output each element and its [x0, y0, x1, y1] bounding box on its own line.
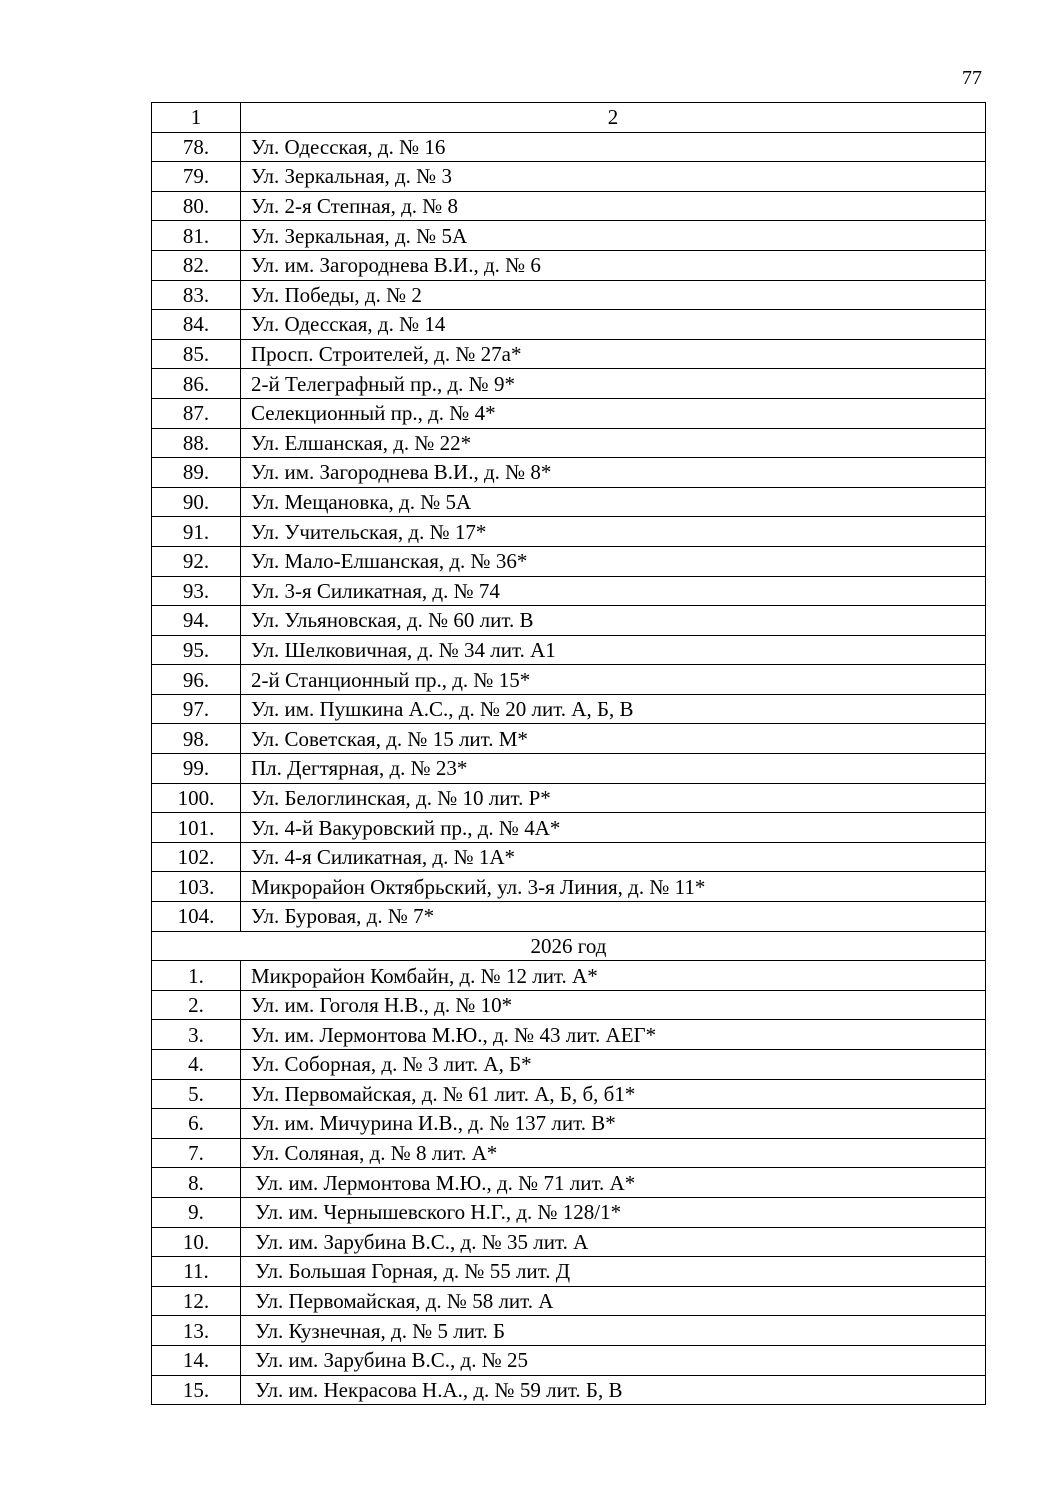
- row-address: Микрорайон Комбайн, д. № 12 лит. А*: [241, 961, 986, 991]
- row-number: 97.: [152, 694, 241, 724]
- table-header-row: [152, 103, 986, 133]
- table-row: [152, 1079, 986, 1109]
- row-address: Ул. 2-я Степная, д. № 8: [241, 191, 986, 221]
- row-number: 94.: [152, 606, 241, 636]
- row-number: 101.: [152, 813, 241, 843]
- header-cell-number: 1: [152, 103, 241, 133]
- row-number: 93.: [152, 576, 241, 606]
- row-address: Ул. Учительская, д. № 17*: [241, 517, 986, 547]
- table-row: [152, 990, 986, 1020]
- row-number: 84.: [152, 310, 241, 340]
- row-address: Ул. 3-я Силикатная, д. № 74: [241, 576, 986, 606]
- table-row: [152, 221, 986, 251]
- row-number: 9.: [152, 1197, 241, 1227]
- header-cell-address: 2: [241, 103, 986, 133]
- row-number: 90.: [152, 487, 241, 517]
- row-number: 91.: [152, 517, 241, 547]
- row-address: Ул. им. Пушкина А.С., д. № 20 лит. А, Б, В: [241, 694, 986, 724]
- row-address: Ул. 4-й Вакуровский пр., д. № 4А*: [241, 813, 986, 843]
- row-number: 4.: [152, 1050, 241, 1080]
- row-address: Ул. Мещановка, д. № 5А: [241, 487, 986, 517]
- table-row: [152, 1345, 986, 1375]
- row-address: Ул. Буровая, д. № 7*: [241, 902, 986, 932]
- row-address: Ул. Первомайская, д. № 58 лит. А: [241, 1286, 986, 1316]
- table-row: [152, 191, 986, 221]
- row-number: 7.: [152, 1138, 241, 1168]
- row-address: Ул. Соборная, д. № 3 лит. А, Б*: [241, 1050, 986, 1080]
- row-number: 80.: [152, 191, 241, 221]
- row-number: 98.: [152, 724, 241, 754]
- table-row: [152, 783, 986, 813]
- table-row: [152, 487, 986, 517]
- row-address: Ул. Ульяновская, д. № 60 лит. В: [241, 606, 986, 636]
- table-row: [152, 902, 986, 932]
- table-row: [152, 1050, 986, 1080]
- row-address: Ул. Кузнечная, д. № 5 лит. Б: [241, 1316, 986, 1346]
- table-row: [152, 1020, 986, 1050]
- row-number: 104.: [152, 902, 241, 932]
- row-address: Ул. им. Некрасова Н.А., д. № 59 лит. Б, В: [241, 1375, 986, 1405]
- table-row: [152, 694, 986, 724]
- row-address: Ул. Белоглинская, д. № 10 лит. Р*: [241, 783, 986, 813]
- table-row: [152, 813, 986, 843]
- row-address: Ул. им. Загороднева В.И., д. № 8*: [241, 458, 986, 488]
- row-number: 99.: [152, 754, 241, 784]
- table-row: [152, 1168, 986, 1198]
- row-address: Ул. Большая Горная, д. № 55 лит. Д: [241, 1257, 986, 1287]
- table-row: [152, 961, 986, 991]
- row-number: 88.: [152, 428, 241, 458]
- table-row: [152, 1286, 986, 1316]
- row-address: Ул. Зеркальная, д. № 5А: [241, 221, 986, 251]
- row-address: Ул. им. Лермонтова М.Ю., д. № 43 лит. АЕГ*: [241, 1020, 986, 1050]
- row-address: 2-й Телеграфный пр., д. № 9*: [241, 369, 986, 399]
- row-address: Ул. Советская, д. № 15 лит. М*: [241, 724, 986, 754]
- table-row: [152, 606, 986, 636]
- row-number: 82.: [152, 250, 241, 280]
- row-number: 5.: [152, 1079, 241, 1109]
- row-address: Ул. им. Лермонтова М.Ю., д. № 71 лит. А*: [241, 1168, 986, 1198]
- address-table: [151, 102, 986, 1405]
- row-number: 11.: [152, 1257, 241, 1287]
- row-number: 10.: [152, 1227, 241, 1257]
- row-number: 12.: [152, 1286, 241, 1316]
- row-address: Микрорайон Октябрьский, ул. 3-я Линия, д. № 11*: [241, 872, 986, 902]
- row-address: Ул. Зеркальная, д. № 3: [241, 162, 986, 192]
- section-row: [152, 931, 986, 961]
- row-number: 85.: [152, 339, 241, 369]
- row-number: 89.: [152, 458, 241, 488]
- table-row: [152, 1109, 986, 1139]
- table-row: [152, 132, 986, 162]
- table-row: [152, 250, 986, 280]
- row-address: Ул. Победы, д. № 2: [241, 280, 986, 310]
- table-row: [152, 398, 986, 428]
- row-number: 15.: [152, 1375, 241, 1405]
- row-address: Ул. им. Загороднева В.И., д. № 6: [241, 250, 986, 280]
- row-number: 83.: [152, 280, 241, 310]
- row-number: 96.: [152, 665, 241, 695]
- row-number: 1.: [152, 961, 241, 991]
- row-address: Ул. им. Гоголя Н.В., д. № 10*: [241, 990, 986, 1020]
- table-row: [152, 310, 986, 340]
- table-row: [152, 1375, 986, 1405]
- row-address: Ул. Мало-Елшанская, д. № 36*: [241, 546, 986, 576]
- row-number: 95.: [152, 635, 241, 665]
- row-number: 92.: [152, 546, 241, 576]
- section-title: 2026 год: [152, 931, 986, 961]
- table-row: [152, 458, 986, 488]
- row-address: Ул. Шелковичная, д. № 34 лит. А1: [241, 635, 986, 665]
- row-address: 2-й Станционный пр., д. № 15*: [241, 665, 986, 695]
- table-row: [152, 1138, 986, 1168]
- row-address: Ул. 4-я Силикатная, д. № 1А*: [241, 842, 986, 872]
- table-row: [152, 724, 986, 754]
- row-number: 14.: [152, 1345, 241, 1375]
- row-number: 78.: [152, 132, 241, 162]
- table-row: [152, 1227, 986, 1257]
- row-number: 103.: [152, 872, 241, 902]
- table-row: [152, 635, 986, 665]
- table-row: [152, 369, 986, 399]
- row-number: 8.: [152, 1168, 241, 1198]
- row-address: Селекционный пр., д. № 4*: [241, 398, 986, 428]
- row-number: 100.: [152, 783, 241, 813]
- row-number: 102.: [152, 842, 241, 872]
- row-number: 87.: [152, 398, 241, 428]
- row-number: 13.: [152, 1316, 241, 1346]
- table-row: [152, 428, 986, 458]
- table-row: [152, 517, 986, 547]
- table-row: [152, 162, 986, 192]
- row-address: Ул. Первомайская, д. № 61 лит. А, Б, б, б1*: [241, 1079, 986, 1109]
- row-number: 79.: [152, 162, 241, 192]
- table-row: [152, 546, 986, 576]
- row-address: Ул. им. Чернышевского Н.Г., д. № 128/1*: [241, 1197, 986, 1227]
- row-number: 81.: [152, 221, 241, 251]
- table-row: [152, 576, 986, 606]
- row-address: Пл. Дегтярная, д. № 23*: [241, 754, 986, 784]
- row-address: Ул. Елшанская, д. № 22*: [241, 428, 986, 458]
- row-address: Просп. Строителей, д. № 27а*: [241, 339, 986, 369]
- table-row: [152, 842, 986, 872]
- row-number: 3.: [152, 1020, 241, 1050]
- row-address: Ул. Одесская, д. № 14: [241, 310, 986, 340]
- row-address: Ул. им. Зарубина В.С., д. № 35 лит. А: [241, 1227, 986, 1257]
- table-row: [152, 665, 986, 695]
- page-number: 77: [962, 67, 982, 89]
- row-number: 2.: [152, 990, 241, 1020]
- table-row: [152, 1257, 986, 1287]
- row-address: Ул. им. Зарубина В.С., д. № 25: [241, 1345, 986, 1375]
- address-table-body: [152, 103, 986, 1405]
- row-address: Ул. Соляная, д. № 8 лит. А*: [241, 1138, 986, 1168]
- table-row: [152, 1316, 986, 1346]
- row-address: Ул. им. Мичурина И.В., д. № 137 лит. В*: [241, 1109, 986, 1139]
- table-row: [152, 872, 986, 902]
- row-number: 6.: [152, 1109, 241, 1139]
- row-number: 86.: [152, 369, 241, 399]
- row-address: Ул. Одесская, д. № 16: [241, 132, 986, 162]
- table-row: [152, 1197, 986, 1227]
- table-row: [152, 754, 986, 784]
- table-row: [152, 280, 986, 310]
- table-row: [152, 339, 986, 369]
